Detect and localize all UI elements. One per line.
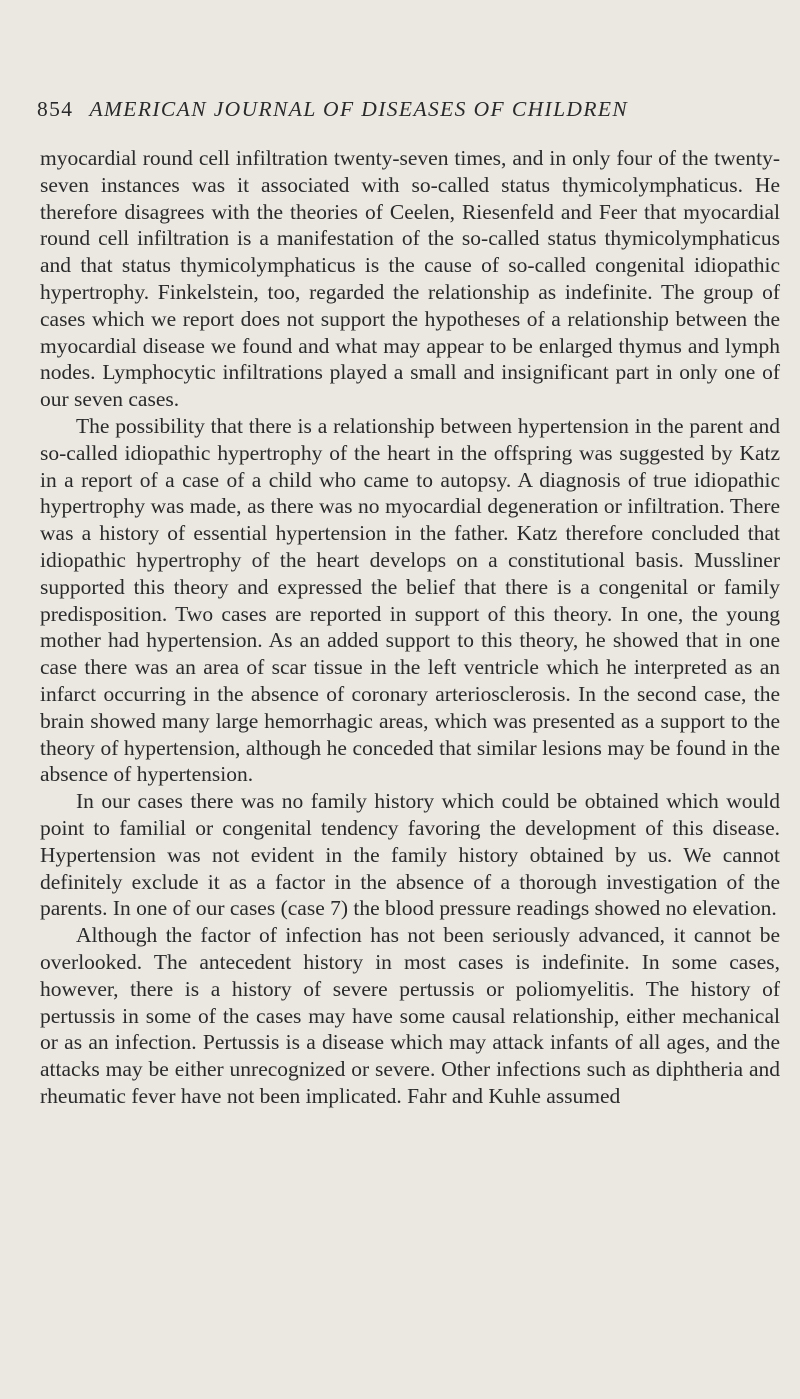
paragraph-infection-factor: Although the factor of infection has not been seriously advanced, it cannot be overlooked. The antecedent history in most cases is indefinite. In some cases, however, there is a history of severe pertussis or poliomyelitis. The history of pertussis in some of the cases may have some causal relationship, either mechanical or as an infection. Pertussis is a disease which may attack infants of all ages, and the attacks may be either unrecognized or severe. Other infections such as diphtheria and rheumatic fever have not been implicated. Fahr and Kuhle assumed <box>40 923 780 1108</box>
paragraph-family-history: In our cases there was no family history which could be obtained which would point to familial or congenital tendency favoring the development of this disease. Hypertension was not evident in the family history obtained by us. We cannot definitely exclude it as a factor in the absence of a thorough investigation of the parents. In one of our cases (case 7) the blood pressure readings showed no elevation. <box>40 789 780 921</box>
journal-title: AMERICAN JOURNAL OF DISEASES OF CHILDREN <box>89 97 629 121</box>
paragraph-status-thymicolymphaticus: myocardial round cell infiltration twenty-seven times, and in only four of the twenty-seven instances was it associated with so-called status thymicolymphaticus. He therefore disagrees with the theories of Ceelen, Riesenfeld and Feer that myocardial round cell infiltration is a manifestation of the so-called status thymicolymphaticus and that status thymicolymphaticus is the cause of so-called congenital idiopathic hypertrophy. Finkelstein, too, regarded the relationship as indefinite. The group of cases which we report does not support the hypotheses of a relationship between the myocardial disease we found and what may appear to be enlarged thymus and lymph nodes. Lymphocytic infiltrations played a small and insignificant part in only one of our seven cases. <box>40 146 780 412</box>
page-number: 854 <box>37 97 74 121</box>
running-head <box>37 97 767 127</box>
paragraph-hypertension-relationship: The possibility that there is a relationship between hypertension in the parent and so-called idiopathic hypertrophy of the heart in the offspring was suggested by Katz in a report of a case of a child who came to autopsy. A diagnosis of true idiopathic hypertrophy was made, as there was no myocardial degeneration or infiltration. There was a history of essential hypertension in the father. Katz therefore concluded that idiopathic hypertrophy of the heart develops on a constitutional basis. Mussliner supported this theory and expressed the belief that there is a congenital or family predisposition. Two cases are reported in support of this theory. In one, the young mother had hypertension. As an added support to this theory, he showed that in one case there was an area of scar tissue in the left ventricle which he interpreted as an infarct occurring in the absence of coronary arteriosclerosis. In the second case, the brain showed many large hemorrhagic areas, which was presented as a support to the theory of hypertension, although he conceded that similar lesions may be found in the absence of hypertension. <box>40 413 780 787</box>
article-body <box>40 145 780 1110</box>
